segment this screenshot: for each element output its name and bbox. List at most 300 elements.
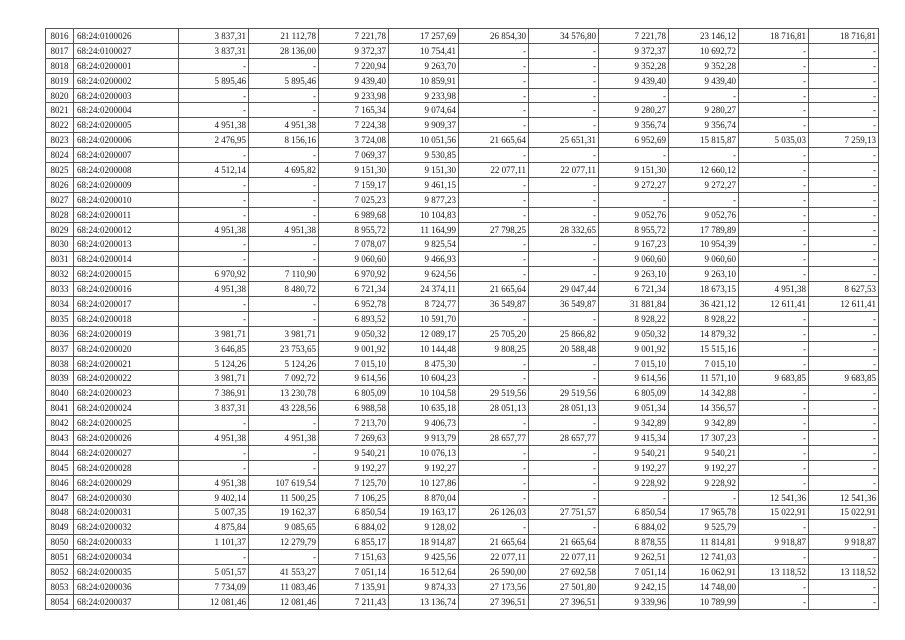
value-col-4-cell: 9 624,56 xyxy=(389,267,459,282)
cadastral-number-cell: 68:24:0200019 xyxy=(74,326,179,341)
cadastral-number-cell: 68:24:0200008 xyxy=(74,163,179,178)
value-col-3-cell: 6 893,52 xyxy=(319,311,389,326)
value-col-3-cell: 8 955,72 xyxy=(319,222,389,237)
value-col-10-cell: 7 259,13 xyxy=(809,133,879,148)
value-col-8-cell: 23 146,12 xyxy=(669,29,739,44)
cadastral-number-cell: 68:24:0200024 xyxy=(74,401,179,416)
table-row xyxy=(46,594,879,609)
cadastral-number-cell: 68:24:0200007 xyxy=(74,148,179,163)
value-col-1-cell: 4 512,14 xyxy=(179,163,249,178)
table-row xyxy=(46,43,879,58)
value-col-4-cell: 11 164,99 xyxy=(389,222,459,237)
value-col-1-cell: 5 895,46 xyxy=(179,73,249,88)
table-row xyxy=(46,401,879,416)
value-col-3-cell: 7 211,43 xyxy=(319,594,389,609)
value-col-8-cell: 18 673,15 xyxy=(669,282,739,297)
value-col-3-cell: 6 805,09 xyxy=(319,386,389,401)
value-col-6-cell: - xyxy=(529,177,599,192)
value-col-7-cell: 9 356,74 xyxy=(599,118,669,133)
value-col-5-cell: 22 077,11 xyxy=(459,163,529,178)
value-col-5-cell: 26 126,03 xyxy=(459,505,529,520)
value-col-8-cell: 14 342,88 xyxy=(669,386,739,401)
value-col-9-cell: - xyxy=(739,163,809,178)
value-col-4-cell: 9 874,33 xyxy=(389,579,459,594)
value-col-1-cell: 4 951,38 xyxy=(179,118,249,133)
row-number-cell: 8040 xyxy=(46,386,74,401)
row-number-cell: 8039 xyxy=(46,371,74,386)
value-col-2-cell: - xyxy=(249,177,319,192)
table-row xyxy=(46,565,879,580)
row-number-cell: 8038 xyxy=(46,356,74,371)
value-col-2-cell: 13 230,78 xyxy=(249,386,319,401)
value-col-5-cell: 9 808,25 xyxy=(459,341,529,356)
value-col-2-cell: 8 156,16 xyxy=(249,133,319,148)
cadastral-number-cell: 68:24:0100027 xyxy=(74,43,179,58)
value-col-3-cell: 9 439,40 xyxy=(319,73,389,88)
value-col-6-cell: - xyxy=(529,311,599,326)
cadastral-number-cell: 68:24:0200021 xyxy=(74,356,179,371)
value-col-2-cell: 9 085,65 xyxy=(249,520,319,535)
value-col-5-cell: 21 665,64 xyxy=(459,535,529,550)
value-col-2-cell: 28 136,00 xyxy=(249,43,319,58)
value-col-8-cell: 9 052,76 xyxy=(669,207,739,222)
value-col-4-cell: 19 163,17 xyxy=(389,505,459,520)
value-col-6-cell: - xyxy=(529,103,599,118)
value-col-5-cell: - xyxy=(459,237,529,252)
value-col-10-cell: - xyxy=(809,237,879,252)
value-col-6-cell: 36 549,87 xyxy=(529,297,599,312)
value-col-9-cell: - xyxy=(739,222,809,237)
row-number-cell: 8022 xyxy=(46,118,74,133)
value-col-9-cell: - xyxy=(739,445,809,460)
value-col-7-cell: 6 850,54 xyxy=(599,505,669,520)
value-col-1-cell: - xyxy=(179,58,249,73)
row-number-cell: 8024 xyxy=(46,148,74,163)
value-col-8-cell: 10 692,72 xyxy=(669,43,739,58)
value-col-6-cell: 27 692,58 xyxy=(529,565,599,580)
value-col-1-cell: - xyxy=(179,460,249,475)
table-row xyxy=(46,177,879,192)
value-col-6-cell: - xyxy=(529,73,599,88)
value-col-6-cell: 28 657,77 xyxy=(529,431,599,446)
cadastral-number-cell: 68:24:0200004 xyxy=(74,103,179,118)
value-col-6-cell: 20 588,48 xyxy=(529,341,599,356)
table-row xyxy=(46,475,879,490)
table-row xyxy=(46,88,879,103)
value-col-2-cell: 7 092,72 xyxy=(249,371,319,386)
table-row xyxy=(46,326,879,341)
value-col-10-cell: - xyxy=(809,326,879,341)
row-number-cell: 8047 xyxy=(46,490,74,505)
value-col-4-cell: 8 475,30 xyxy=(389,356,459,371)
cadastral-number-cell: 68:24:0200025 xyxy=(74,416,179,431)
value-col-8-cell: 9 540,21 xyxy=(669,445,739,460)
value-col-3-cell: 7 106,25 xyxy=(319,490,389,505)
value-col-8-cell: 36 421,12 xyxy=(669,297,739,312)
value-col-2-cell: 43 228,56 xyxy=(249,401,319,416)
cadastral-number-cell: 68:24:0200010 xyxy=(74,192,179,207)
value-col-4-cell: 10 859,91 xyxy=(389,73,459,88)
value-col-10-cell: 15 022,91 xyxy=(809,505,879,520)
value-col-2-cell: - xyxy=(249,88,319,103)
value-col-6-cell: 34 576,80 xyxy=(529,29,599,44)
value-col-7-cell: 7 015,10 xyxy=(599,356,669,371)
value-col-1-cell: - xyxy=(179,237,249,252)
value-col-9-cell: - xyxy=(739,386,809,401)
value-col-3-cell: 7 025,23 xyxy=(319,192,389,207)
value-col-5-cell: - xyxy=(459,207,529,222)
value-col-5-cell: - xyxy=(459,475,529,490)
value-col-10-cell: - xyxy=(809,356,879,371)
value-col-4-cell: 13 136,74 xyxy=(389,594,459,609)
row-number-cell: 8016 xyxy=(46,29,74,44)
value-col-4-cell: 9 425,56 xyxy=(389,550,459,565)
value-col-3-cell: 9 192,27 xyxy=(319,460,389,475)
value-col-9-cell: - xyxy=(739,118,809,133)
value-col-2-cell: 8 480,72 xyxy=(249,282,319,297)
value-col-9-cell: - xyxy=(739,594,809,609)
value-col-7-cell: - xyxy=(599,490,669,505)
value-col-2-cell: 5 124,26 xyxy=(249,356,319,371)
cadastral-number-cell: 68:24:0200026 xyxy=(74,431,179,446)
value-col-7-cell: 9 167,23 xyxy=(599,237,669,252)
value-col-3-cell: 7 220,94 xyxy=(319,58,389,73)
value-col-7-cell: 7 051,14 xyxy=(599,565,669,580)
value-col-8-cell: - xyxy=(669,88,739,103)
value-col-1-cell: - xyxy=(179,550,249,565)
row-number-cell: 8019 xyxy=(46,73,74,88)
value-col-10-cell: - xyxy=(809,594,879,609)
row-number-cell: 8028 xyxy=(46,207,74,222)
value-col-5-cell: 36 549,87 xyxy=(459,297,529,312)
value-col-8-cell: 16 062,91 xyxy=(669,565,739,580)
value-col-6-cell: 27 501,80 xyxy=(529,579,599,594)
table-row xyxy=(46,579,879,594)
value-col-5-cell: 28 051,13 xyxy=(459,401,529,416)
value-col-4-cell: 10 635,18 xyxy=(389,401,459,416)
value-col-7-cell: 8 955,72 xyxy=(599,222,669,237)
value-col-10-cell: - xyxy=(809,520,879,535)
value-col-3-cell: 7 135,91 xyxy=(319,579,389,594)
value-col-6-cell: - xyxy=(529,43,599,58)
value-col-3-cell: 9 050,32 xyxy=(319,326,389,341)
value-col-7-cell: 9 192,27 xyxy=(599,460,669,475)
cadastral-number-cell: 68:24:0200006 xyxy=(74,133,179,148)
value-col-3-cell: 6 884,02 xyxy=(319,520,389,535)
value-col-7-cell: 9 051,34 xyxy=(599,401,669,416)
value-col-5-cell: - xyxy=(459,252,529,267)
value-col-2-cell: 7 110,90 xyxy=(249,267,319,282)
table-row xyxy=(46,237,879,252)
value-col-1-cell: - xyxy=(179,207,249,222)
cadastral-number-cell: 68:24:0200009 xyxy=(74,177,179,192)
row-number-cell: 8018 xyxy=(46,58,74,73)
row-number-cell: 8050 xyxy=(46,535,74,550)
cadastral-number-cell: 68:24:0200028 xyxy=(74,460,179,475)
value-col-10-cell: - xyxy=(809,58,879,73)
table-row xyxy=(46,535,879,550)
value-col-4-cell: 9 913,79 xyxy=(389,431,459,446)
value-col-9-cell: 12 611,41 xyxy=(739,297,809,312)
value-col-8-cell: 9 263,10 xyxy=(669,267,739,282)
value-col-7-cell: 8 928,22 xyxy=(599,311,669,326)
value-col-2-cell: 5 895,46 xyxy=(249,73,319,88)
value-col-4-cell: 16 512,64 xyxy=(389,565,459,580)
value-col-5-cell: 22 077,11 xyxy=(459,550,529,565)
value-col-3-cell: 6 970,92 xyxy=(319,267,389,282)
table-row xyxy=(46,282,879,297)
cadastral-number-cell: 68:24:0200032 xyxy=(74,520,179,535)
value-col-7-cell: 9 614,56 xyxy=(599,371,669,386)
value-col-7-cell: - xyxy=(599,192,669,207)
value-col-3-cell: 6 989,68 xyxy=(319,207,389,222)
value-col-2-cell: - xyxy=(249,237,319,252)
value-col-7-cell: 9 352,28 xyxy=(599,58,669,73)
table-row xyxy=(46,207,879,222)
value-col-4-cell: 17 257,69 xyxy=(389,29,459,44)
table-row xyxy=(46,267,879,282)
value-col-1-cell: 4 951,38 xyxy=(179,282,249,297)
value-col-9-cell: - xyxy=(739,416,809,431)
value-col-10-cell: 9 683,85 xyxy=(809,371,879,386)
value-col-5-cell: 28 657,77 xyxy=(459,431,529,446)
table-row xyxy=(46,371,879,386)
value-col-7-cell: 9 050,32 xyxy=(599,326,669,341)
value-col-5-cell: 25 705,20 xyxy=(459,326,529,341)
value-col-1-cell: 3 837,31 xyxy=(179,29,249,44)
value-col-9-cell: - xyxy=(739,401,809,416)
table-row xyxy=(46,550,879,565)
row-number-cell: 8034 xyxy=(46,297,74,312)
value-col-9-cell: - xyxy=(739,58,809,73)
row-number-cell: 8017 xyxy=(46,43,74,58)
value-col-10-cell: - xyxy=(809,475,879,490)
value-col-10-cell: - xyxy=(809,401,879,416)
value-col-4-cell: 10 104,83 xyxy=(389,207,459,222)
value-col-10-cell: - xyxy=(809,192,879,207)
value-col-8-cell: 12 741,03 xyxy=(669,550,739,565)
value-col-2-cell: 11 083,46 xyxy=(249,579,319,594)
value-col-8-cell: - xyxy=(669,490,739,505)
value-col-2-cell: 4 951,38 xyxy=(249,222,319,237)
value-col-1-cell: 5 051,57 xyxy=(179,565,249,580)
cadastral-number-cell: 68:24:0200037 xyxy=(74,594,179,609)
cadastral-number-cell: 68:24:0200018 xyxy=(74,311,179,326)
value-col-4-cell: 9 074,64 xyxy=(389,103,459,118)
value-col-9-cell: - xyxy=(739,148,809,163)
value-col-6-cell: - xyxy=(529,371,599,386)
cadastral-number-cell: 68:24:0200014 xyxy=(74,252,179,267)
value-col-1-cell: 3 981,71 xyxy=(179,326,249,341)
row-number-cell: 8048 xyxy=(46,505,74,520)
value-col-4-cell: 10 104,58 xyxy=(389,386,459,401)
value-col-9-cell: - xyxy=(739,475,809,490)
value-col-7-cell: 9 342,89 xyxy=(599,416,669,431)
row-number-cell: 8037 xyxy=(46,341,74,356)
value-col-6-cell: - xyxy=(529,490,599,505)
table-row xyxy=(46,297,879,312)
value-col-4-cell: 9 461,15 xyxy=(389,177,459,192)
value-col-3-cell: 9 060,60 xyxy=(319,252,389,267)
value-col-2-cell: 4 695,82 xyxy=(249,163,319,178)
row-number-cell: 8041 xyxy=(46,401,74,416)
cadastral-number-cell: 68:24:0200017 xyxy=(74,297,179,312)
value-col-6-cell: - xyxy=(529,252,599,267)
value-col-7-cell: 9 439,40 xyxy=(599,73,669,88)
cadastral-number-cell: 68:24:0200020 xyxy=(74,341,179,356)
cadastral-number-cell: 68:24:0200003 xyxy=(74,88,179,103)
table-row xyxy=(46,341,879,356)
value-col-3-cell: 9 001,92 xyxy=(319,341,389,356)
table-row xyxy=(46,520,879,535)
value-col-4-cell: 12 089,17 xyxy=(389,326,459,341)
value-col-1-cell: 4 875,84 xyxy=(179,520,249,535)
value-col-10-cell: 8 627,53 xyxy=(809,282,879,297)
table-row xyxy=(46,311,879,326)
value-col-6-cell: 28 332,65 xyxy=(529,222,599,237)
value-col-10-cell: - xyxy=(809,386,879,401)
value-col-7-cell: 9 272,27 xyxy=(599,177,669,192)
row-number-cell: 8046 xyxy=(46,475,74,490)
value-col-9-cell: - xyxy=(739,88,809,103)
value-col-7-cell: 9 242,15 xyxy=(599,579,669,594)
cadastral-number-cell: 68:24:0200016 xyxy=(74,282,179,297)
value-col-3-cell: 7 269,63 xyxy=(319,431,389,446)
value-col-6-cell: - xyxy=(529,192,599,207)
row-number-cell: 8023 xyxy=(46,133,74,148)
cadastral-number-cell: 68:24:0200030 xyxy=(74,490,179,505)
value-col-7-cell: 9 280,27 xyxy=(599,103,669,118)
value-col-3-cell: 6 952,78 xyxy=(319,297,389,312)
value-col-9-cell: - xyxy=(739,177,809,192)
value-col-2-cell: - xyxy=(249,252,319,267)
value-col-6-cell: 28 051,13 xyxy=(529,401,599,416)
value-col-3-cell: 7 159,17 xyxy=(319,177,389,192)
row-number-cell: 8030 xyxy=(46,237,74,252)
value-col-1-cell: - xyxy=(179,177,249,192)
value-col-7-cell: - xyxy=(599,88,669,103)
value-col-6-cell: 27 751,57 xyxy=(529,505,599,520)
value-col-9-cell: - xyxy=(739,431,809,446)
value-col-10-cell: - xyxy=(809,148,879,163)
cadastral-number-cell: 68:24:0200023 xyxy=(74,386,179,401)
row-number-cell: 8031 xyxy=(46,252,74,267)
value-col-9-cell: - xyxy=(739,43,809,58)
value-col-8-cell: 11 814,81 xyxy=(669,535,739,550)
row-number-cell: 8036 xyxy=(46,326,74,341)
value-col-10-cell: - xyxy=(809,267,879,282)
value-col-9-cell: - xyxy=(739,550,809,565)
value-col-6-cell: 29 519,56 xyxy=(529,386,599,401)
value-col-3-cell: 9 233,98 xyxy=(319,88,389,103)
value-col-8-cell: 8 928,22 xyxy=(669,311,739,326)
value-col-4-cell: 9 406,73 xyxy=(389,416,459,431)
value-col-7-cell: 9 060,60 xyxy=(599,252,669,267)
value-col-2-cell: 4 951,38 xyxy=(249,118,319,133)
value-col-2-cell: - xyxy=(249,460,319,475)
table-row xyxy=(46,445,879,460)
value-col-3-cell: 7 078,07 xyxy=(319,237,389,252)
value-col-9-cell: 9 918,87 xyxy=(739,535,809,550)
value-col-9-cell: - xyxy=(739,237,809,252)
value-col-3-cell: 9 540,21 xyxy=(319,445,389,460)
value-col-10-cell: - xyxy=(809,73,879,88)
value-col-3-cell: 7 015,10 xyxy=(319,356,389,371)
value-col-8-cell: 17 965,78 xyxy=(669,505,739,520)
table-row xyxy=(46,386,879,401)
row-number-cell: 8027 xyxy=(46,192,74,207)
cadastral-number-cell: 68:24:0100026 xyxy=(74,29,179,44)
value-col-10-cell: - xyxy=(809,103,879,118)
value-col-5-cell: - xyxy=(459,356,529,371)
value-col-4-cell: 10 591,70 xyxy=(389,311,459,326)
table-row xyxy=(46,73,879,88)
value-col-9-cell: 4 951,38 xyxy=(739,282,809,297)
value-col-2-cell: 107 619,54 xyxy=(249,475,319,490)
cadastral-number-cell: 68:24:0200015 xyxy=(74,267,179,282)
value-col-2-cell: - xyxy=(249,192,319,207)
value-col-5-cell: - xyxy=(459,416,529,431)
value-col-7-cell: 9 540,21 xyxy=(599,445,669,460)
value-col-8-cell: 9 228,92 xyxy=(669,475,739,490)
cadastral-number-cell: 68:24:0200031 xyxy=(74,505,179,520)
value-col-7-cell: 31 881,84 xyxy=(599,297,669,312)
value-col-5-cell: - xyxy=(459,148,529,163)
value-col-3-cell: 6 721,34 xyxy=(319,282,389,297)
value-col-1-cell: - xyxy=(179,192,249,207)
value-col-4-cell: 10 051,56 xyxy=(389,133,459,148)
value-col-1-cell: 1 101,37 xyxy=(179,535,249,550)
value-col-4-cell: 10 754,41 xyxy=(389,43,459,58)
value-col-1-cell: - xyxy=(179,88,249,103)
row-number-cell: 8032 xyxy=(46,267,74,282)
table-row xyxy=(46,103,879,118)
value-col-2-cell: 21 112,78 xyxy=(249,29,319,44)
table-row xyxy=(46,460,879,475)
value-col-2-cell: 12 279,79 xyxy=(249,535,319,550)
value-col-1-cell: 3 837,31 xyxy=(179,43,249,58)
cadastral-number-cell: 68:24:0200013 xyxy=(74,237,179,252)
value-col-4-cell: 9 233,98 xyxy=(389,88,459,103)
value-col-4-cell: 9 263,70 xyxy=(389,58,459,73)
value-col-4-cell: 8 724,77 xyxy=(389,297,459,312)
table-row xyxy=(46,505,879,520)
value-col-7-cell: 6 952,69 xyxy=(599,133,669,148)
value-col-5-cell: - xyxy=(459,177,529,192)
cadastral-number-cell: 68:24:0200011 xyxy=(74,207,179,222)
value-col-2-cell: - xyxy=(249,297,319,312)
value-col-7-cell: 9 151,30 xyxy=(599,163,669,178)
value-col-2-cell: 3 981,71 xyxy=(249,326,319,341)
cadastral-number-cell: 68:24:0200002 xyxy=(74,73,179,88)
value-col-7-cell: 9 001,92 xyxy=(599,341,669,356)
value-col-1-cell: - xyxy=(179,311,249,326)
value-col-10-cell: - xyxy=(809,88,879,103)
value-col-9-cell: - xyxy=(739,326,809,341)
data-table xyxy=(45,28,879,610)
value-col-9-cell: 13 118,52 xyxy=(739,565,809,580)
value-col-10-cell: 12 541,36 xyxy=(809,490,879,505)
value-col-5-cell: - xyxy=(459,371,529,386)
value-col-6-cell: 22 077,11 xyxy=(529,550,599,565)
value-col-2-cell: - xyxy=(249,416,319,431)
value-col-6-cell: 25 866,82 xyxy=(529,326,599,341)
value-col-7-cell: 9 262,51 xyxy=(599,550,669,565)
value-col-4-cell: 9 192,27 xyxy=(389,460,459,475)
value-col-3-cell: 7 165,34 xyxy=(319,103,389,118)
value-col-7-cell: 7 221,78 xyxy=(599,29,669,44)
value-col-6-cell: - xyxy=(529,58,599,73)
